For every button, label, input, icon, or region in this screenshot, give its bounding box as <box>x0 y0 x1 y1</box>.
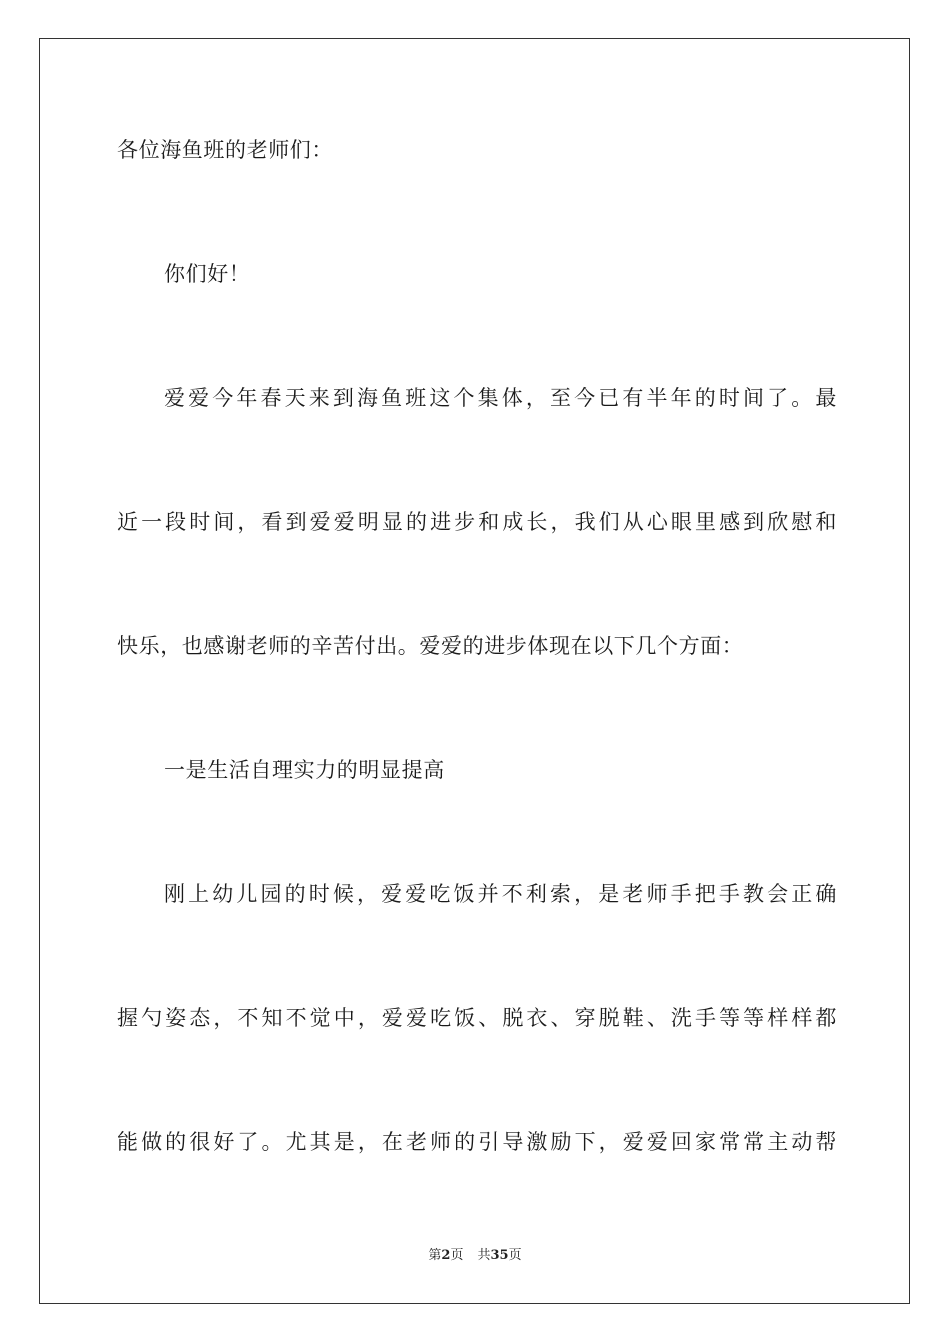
page-border <box>39 38 910 1304</box>
paragraph-line: 快乐，也感谢老师的辛苦付出。爱爱的进步体现在以下几个方面： <box>117 634 744 658</box>
page-number-prefix: 第 <box>428 1248 442 1263</box>
paragraph-line: 能做的很好了。尤其是，在老师的引导激励下，爱爱回家常常主动帮 <box>117 1130 837 1154</box>
total-pages-suffix: 页 <box>508 1248 522 1263</box>
paragraph-line: 握勺姿态，不知不觉中，爱爱吃饭、脱衣、穿脱鞋、洗手等等样样都 <box>117 1006 837 1030</box>
section-heading: 一是生活自理实力的明显提高 <box>164 758 445 782</box>
total-page-count: 35 <box>490 1248 509 1263</box>
salutation-line: 各位海鱼班的老师们： <box>117 138 333 162</box>
total-pages-prefix: 共 <box>477 1248 491 1263</box>
greeting-line: 你们好！ <box>164 262 251 286</box>
current-page-number: 2 <box>441 1248 451 1263</box>
page-number-suffix: 页 <box>450 1248 464 1263</box>
paragraph-line: 爱爱今年春天来到海鱼班这个集体，至今已有半年的时间了。最 <box>164 386 837 410</box>
page-footer <box>0 1248 950 1264</box>
paragraph-line: 近一段时间，看到爱爱明显的进步和成长，我们从心眼里感到欣慰和 <box>117 510 837 534</box>
paragraph-line: 刚上幼儿园的时候，爱爱吃饭并不利索，是老师手把手教会正确 <box>164 882 837 906</box>
